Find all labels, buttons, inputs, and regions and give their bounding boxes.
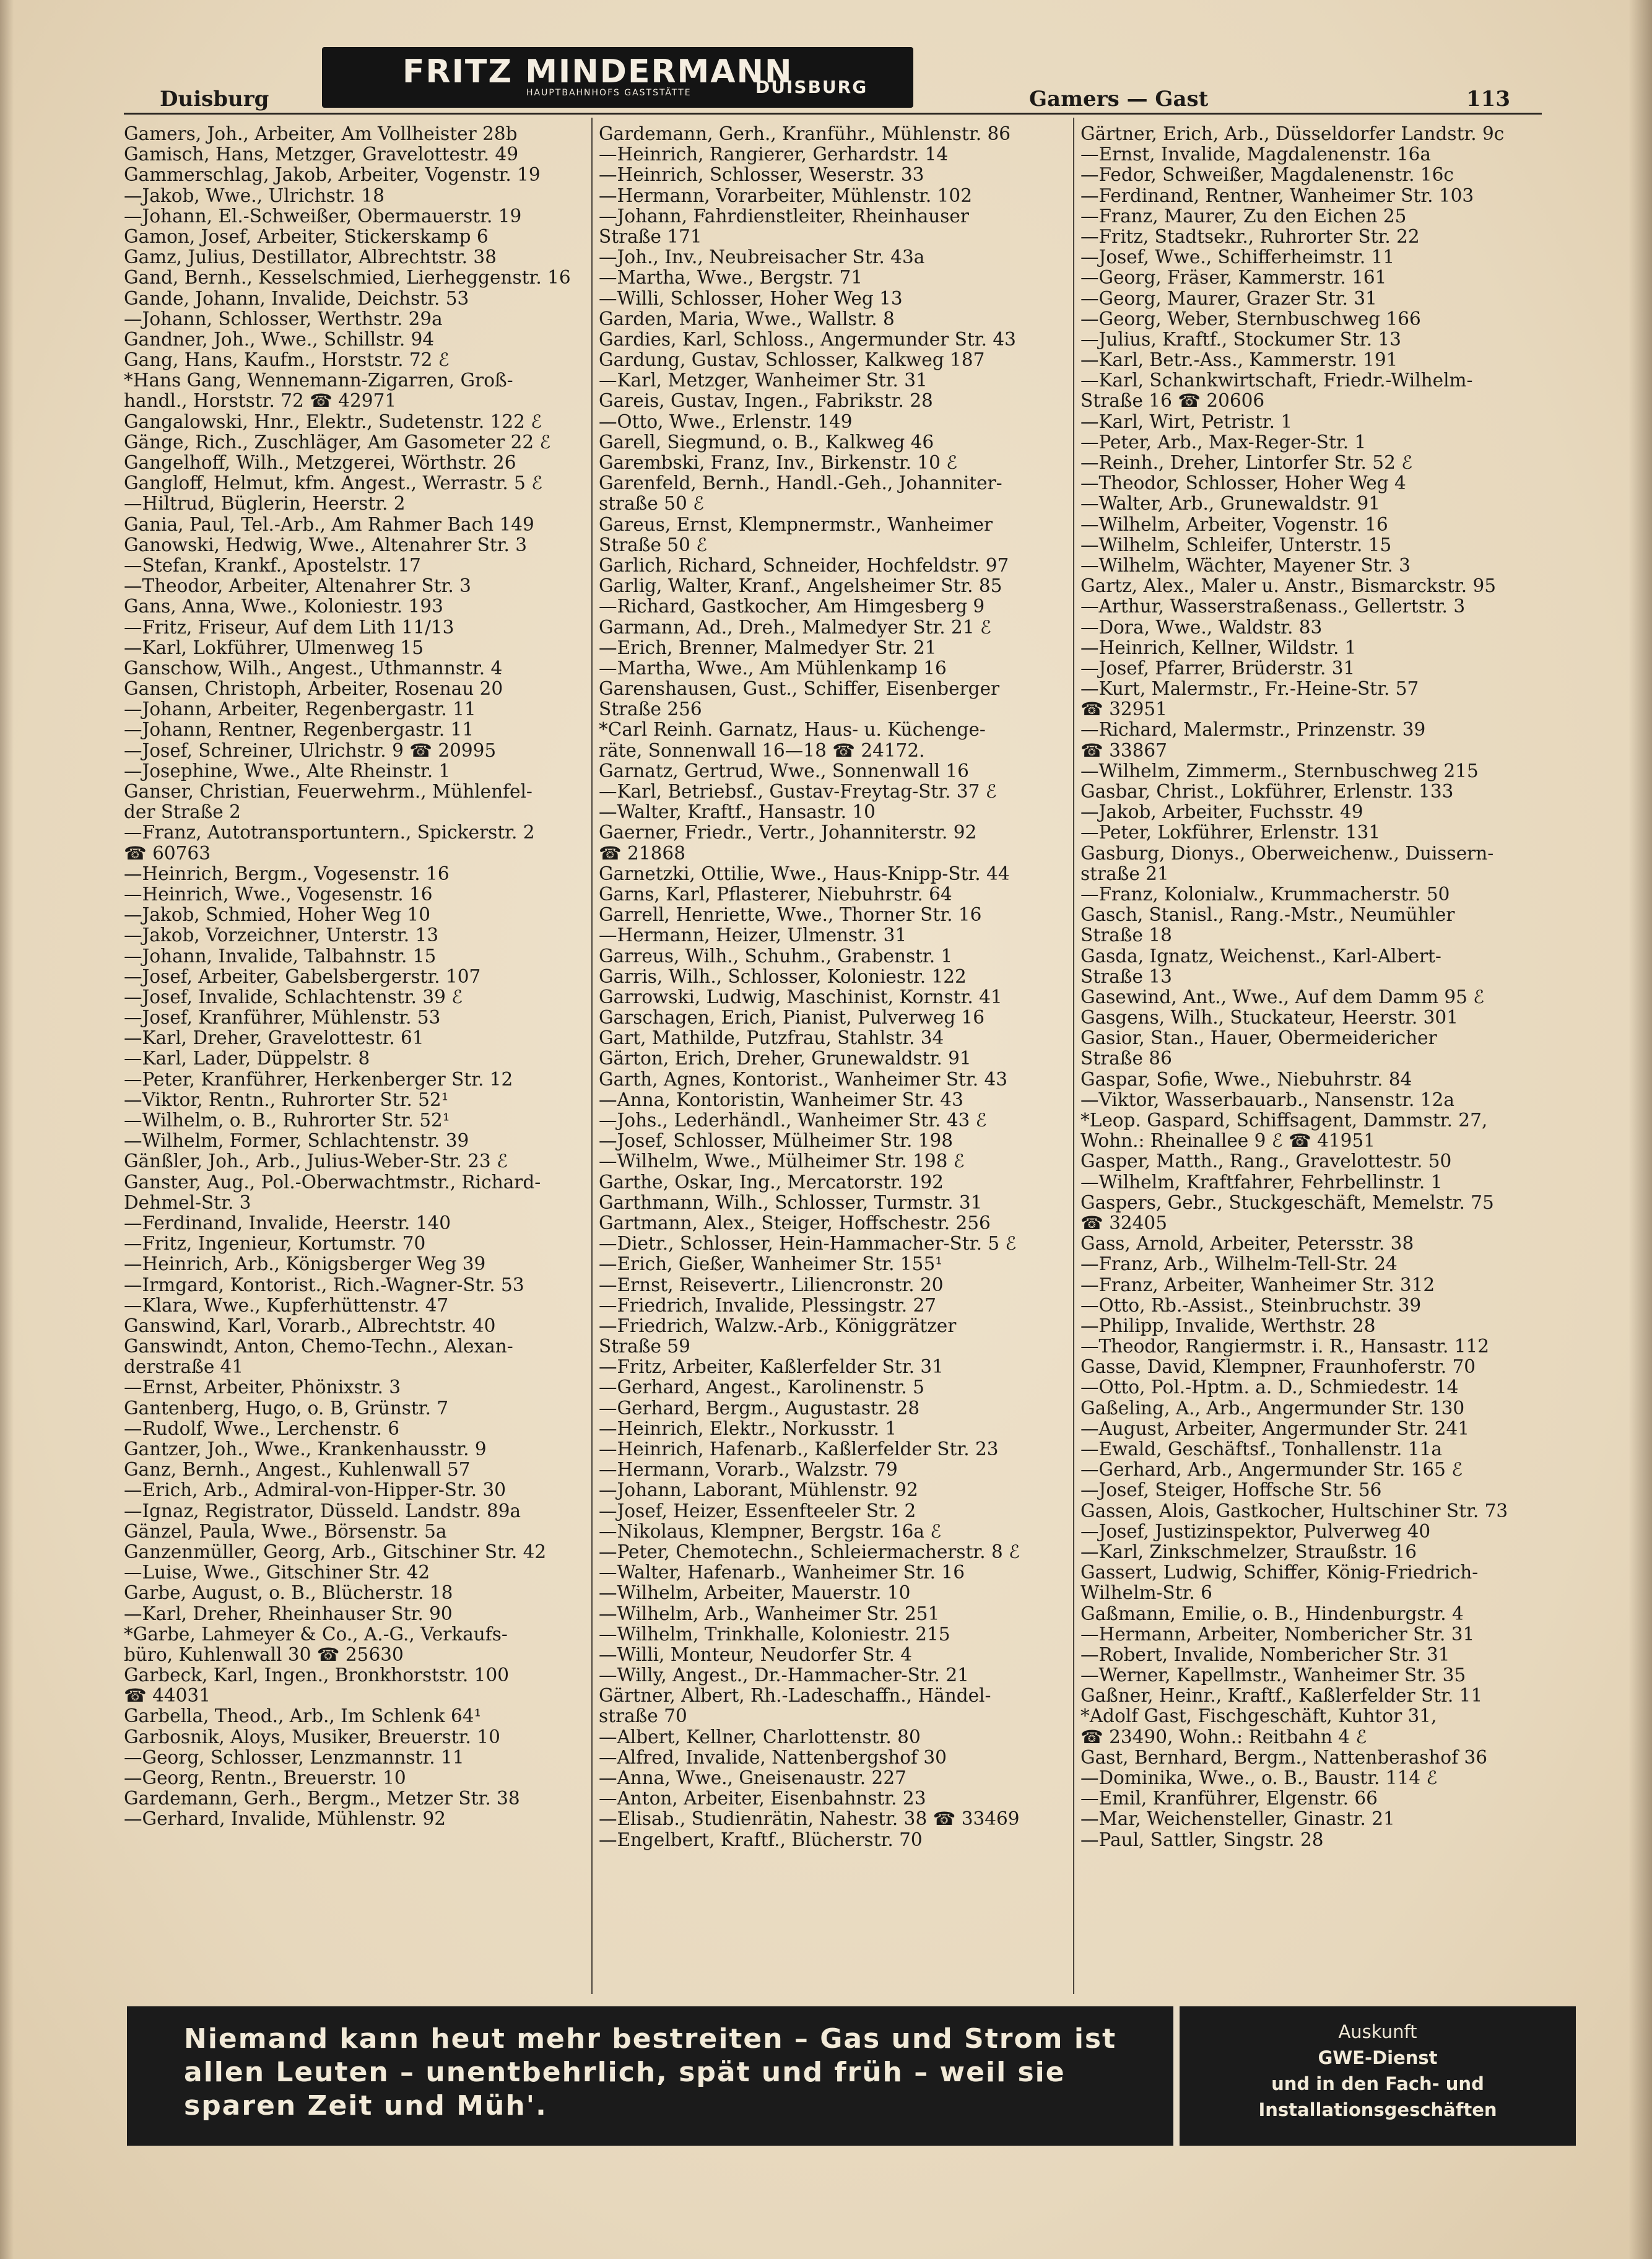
- directory-entry-line: —Wilhelm, Arbeiter, Vogenstr. 16: [1080, 514, 1388, 535]
- directory-entry-line: —Johann, Fahrdienstleiter, Rheinhauser: [599, 206, 969, 227]
- directory-entry-line: Straße 171: [599, 226, 702, 247]
- directory-entry-line: räte, Sonnenwall 16—18 ☎ 24172.: [599, 740, 925, 761]
- directory-entry-line: —Wilhelm, Zimmerm., Sternbuschweg 215: [1080, 760, 1479, 781]
- ad-info-line: Installationsgeschäften: [1258, 2099, 1497, 2120]
- directory-entry-line: ☎ 44031: [124, 1686, 211, 1707]
- page-edge-shadow: [1628, 0, 1652, 2259]
- directory-entry-line: —Luise, Wwe., Gitschiner Str. 42: [124, 1562, 430, 1583]
- directory-entry-line: —Ernst, Reisevertr., Liliencronstr. 20: [599, 1274, 944, 1295]
- directory-entry-line: —Georg, Rentn., Breuerstr. 10: [124, 1768, 406, 1788]
- directory-entry-line: Gaßmann, Emilie, o. B., Hindenburgstr. 4: [1080, 1603, 1464, 1624]
- directory-entry-line: ☎ 32951: [1080, 699, 1167, 720]
- directory-entry-line: —Fritz, Friseur, Auf dem Lith 11/13: [124, 617, 454, 638]
- directory-entry-line: —Wilhelm, Arbeiter, Mauerstr. 10: [599, 1583, 911, 1604]
- directory-entry-line: —Erich, Gießer, Wanheimer Str. 155¹: [599, 1254, 943, 1275]
- directory-entry-line: Ganschow, Wilh., Angest., Uthmannstr. 4: [124, 658, 503, 679]
- ad-info-box: [1180, 2006, 1576, 2146]
- directory-entry-line: —Nikolaus, Klempner, Bergstr. 16a ℰ: [599, 1521, 942, 1542]
- ad-divider: [1173, 2006, 1180, 2146]
- directory-entry-line: —Gerhard, Bergm., Augustastr. 28: [599, 1398, 920, 1419]
- directory-entry-line: —Walter, Arb., Grunewaldstr. 91: [1080, 494, 1381, 515]
- directory-entry-line: —Friedrich, Walzw.-Arb., Königgrätzer: [599, 1315, 957, 1336]
- directory-entry-line: Gasburg, Dionys., Oberweichenw., Duissern-: [1080, 843, 1494, 864]
- directory-entry-line: Gamisch, Hans, Metzger, Gravelottestr. 49: [124, 144, 519, 165]
- directory-entry-line: —Georg, Fräser, Kammerstr. 161: [1080, 268, 1387, 289]
- directory-entry-line: —Peter, Kranführer, Herkenberger Str. 12: [124, 1069, 513, 1090]
- directory-entry-line: *Leop. Gaspard, Schiffsagent, Dammstr. 27,: [1080, 1110, 1488, 1131]
- directory-entry-line: —Martha, Wwe., Am Mühlenkamp 16: [599, 658, 947, 679]
- directory-entry-line: —Wilhelm, o. B., Ruhrorter Str. 52¹: [124, 1110, 450, 1131]
- directory-entry-line: *Hans Gang, Wennemann-Zigarren, Groß-: [124, 370, 513, 391]
- directory-entry-line: ☎ 32405: [1080, 1212, 1167, 1234]
- directory-entry-line: —Josef, Steiger, Hoffsche Str. 56: [1080, 1480, 1382, 1501]
- directory-entry-line: —Jakob, Vorzeichner, Unterstr. 13: [124, 925, 439, 946]
- running-head-city: Duisburg: [160, 87, 269, 111]
- directory-entry-line: ☎ 60763: [124, 843, 211, 864]
- directory-entry-line: Garrell, Henriette, Wwe., Thorner Str. 16: [599, 905, 982, 926]
- directory-entry-line: —Franz, Arb., Wilhelm-Tell-Str. 24: [1080, 1254, 1398, 1275]
- directory-entry-line: Straße 59: [599, 1336, 690, 1357]
- directory-entry-line: büro, Kuhlenwall 30 ☎ 25630: [124, 1644, 404, 1665]
- directory-entry-line: Gand, Bernh., Kesselschmied, Lierheggenstr. 16: [124, 268, 571, 289]
- directory-entry-line: —Fedor, Schweißer, Magdalenenstr. 16c: [1080, 165, 1454, 186]
- directory-entry-line: —Irmgard, Kontorist., Rich.-Wagner-Str. 53: [124, 1274, 524, 1295]
- directory-entry-line: Garnetzki, Ottilie, Wwe., Haus-Knipp-Str. 44: [599, 863, 1010, 884]
- directory-entry-line: Garmann, Ad., Dreh., Malmedyer Str. 21 ℰ: [599, 617, 991, 638]
- directory-entry-line: Gangloff, Helmut, kfm. Angest., Werrastr. 5 ℰ: [124, 473, 543, 494]
- directory-entry-line: *Garbe, Lahmeyer & Co., A.-G., Verkaufs-: [124, 1624, 508, 1645]
- directory-entry-line: Gärtner, Albert, Rh.-Ladeschaffn., Händel-: [599, 1686, 991, 1707]
- directory-entry-line: Gang, Hans, Kaufm., Horststr. 72 ℰ: [124, 350, 450, 371]
- directory-entry-line: —Dominika, Wwe., o. B., Baustr. 114 ℰ: [1080, 1768, 1438, 1788]
- directory-entry-line: Gass, Arnold, Arbeiter, Petersstr. 38: [1080, 1234, 1414, 1255]
- directory-entry-line: —Johann, Laborant, Mühlenstr. 92: [599, 1480, 918, 1501]
- directory-entry-line: —Arthur, Wasserstraßenass., Gellertstr. 3: [1080, 596, 1466, 617]
- directory-entry-line: Ganswindt, Anton, Chemo-Techn., Alexan-: [124, 1336, 513, 1357]
- directory-entry-line: —Otto, Rb.-Assist., Steinbruchstr. 39: [1080, 1295, 1422, 1316]
- directory-entry-line: *Adolf Gast, Fischgeschäft, Kuhtor 31,: [1080, 1706, 1437, 1727]
- directory-entry-line: Gania, Paul, Tel.-Arb., Am Rahmer Bach 149: [124, 514, 534, 535]
- directory-entry-line: ☎ 33867: [1080, 740, 1167, 761]
- directory-entry-line: Wohn.: Rheinallee 9 ℰ ☎ 41951: [1080, 1131, 1375, 1152]
- directory-entry-line: —Kurt, Malermstr., Fr.-Heine-Str. 57: [1080, 679, 1419, 700]
- directory-entry-line: —Erich, Arb., Admiral-von-Hipper-Str. 30: [124, 1480, 506, 1501]
- directory-entry-line: —Hermann, Arbeiter, Nombericher Str. 31: [1080, 1624, 1475, 1645]
- banner-city: DUISBURG: [755, 77, 868, 97]
- directory-entry-line: —Karl, Betriebsf., Gustav-Freytag-Str. 37 ℰ: [599, 781, 997, 802]
- directory-entry-line: —Willi, Monteur, Neudorfer Str. 4: [599, 1644, 913, 1665]
- directory-entry-line: Gareis, Gustav, Ingen., Fabrikstr. 28: [599, 391, 933, 412]
- directory-entry-line: —Dora, Wwe., Waldstr. 83: [1080, 617, 1323, 638]
- directory-entry-line: —Johann, El.-Schweißer, Obermauerstr. 19: [124, 206, 522, 227]
- directory-entry-line: Gasgens, Wilh., Stuckateur, Heerstr. 301: [1080, 1008, 1458, 1029]
- directory-entry-line: —Wilhelm, Arb., Wanheimer Str. 251: [599, 1603, 940, 1624]
- directory-entry-line: ☎ 23490, Wohn.: Reitbahn 4 ℰ: [1080, 1726, 1367, 1748]
- directory-entry-line: Gammerschlag, Jakob, Arbeiter, Vogenstr. 19: [124, 165, 541, 186]
- directory-entry-line: Straße 13: [1080, 966, 1172, 987]
- directory-entry-line: Gardung, Gustav, Schlosser, Kalkweg 187: [599, 350, 985, 371]
- directory-entry-line: Straße 86: [1080, 1048, 1172, 1069]
- banner-subtitle: HAUPTBAHNHOFS GASTSTÄTTE: [526, 88, 692, 98]
- directory-entry-line: —Theodor, Arbeiter, Altenahrer Str. 3: [124, 576, 471, 597]
- directory-entry-line: Straße 18: [1080, 925, 1172, 946]
- directory-entry-line: —Gerhard, Angest., Karolinenstr. 5: [599, 1377, 924, 1398]
- directory-entry-line: Garnatz, Gertrud, Wwe., Sonnenwall 16: [599, 760, 969, 781]
- directory-entry-line: —Ernst, Arbeiter, Phönixstr. 3: [124, 1377, 401, 1398]
- directory-entry-line: Gamon, Josef, Arbeiter, Stickerskamp 6: [124, 226, 489, 247]
- directory-entry-line: Ganster, Aug., Pol.-Oberwachtmstr., Richard-: [124, 1172, 541, 1193]
- directory-entry-line: —Otto, Pol.-Hptm. a. D., Schmiedestr. 14: [1080, 1377, 1459, 1398]
- directory-entry-line: Gart, Mathilde, Putzfrau, Stahlstr. 34: [599, 1028, 944, 1049]
- directory-entry-line: Gasewind, Ant., Wwe., Auf dem Damm 95 ℰ: [1080, 986, 1485, 1008]
- directory-entry-line: Garbeck, Karl, Ingen., Bronkhorststr. 100: [124, 1665, 509, 1686]
- header-ad-banner: [322, 47, 913, 108]
- directory-entry-line: —Gerhard, Arb., Angermunder Str. 165 ℰ: [1080, 1460, 1463, 1481]
- header-rule: [124, 113, 1542, 115]
- directory-entry-line: Gangelhoff, Wilh., Metzgerei, Wörthstr. 26: [124, 453, 516, 473]
- directory-entry-line: —Georg, Weber, Sternbuschweg 166: [1080, 308, 1421, 329]
- directory-column-2: [599, 124, 1066, 1850]
- directory-entry-line: —Ferdinand, Invalide, Heerstr. 140: [124, 1212, 451, 1234]
- directory-entry-line: Gaßner, Heinr., Kraftf., Kaßlerfelder Str. 11: [1080, 1686, 1483, 1707]
- directory-entry-line: —Anna, Kontoristin, Wanheimer Str. 43: [599, 1089, 963, 1110]
- directory-entry-line: —Peter, Arb., Max-Reger-Str. 1: [1080, 432, 1367, 453]
- directory-entry-line: —Paul, Sattler, Singstr. 28: [1080, 1829, 1324, 1850]
- directory-entry-line: —Otto, Wwe., Erlenstr. 149: [599, 411, 853, 432]
- directory-entry-line: —Heinrich, Schlosser, Weserstr. 33: [599, 165, 924, 186]
- directory-entry-line: Gasior, Stan., Hauer, Obermeidericher: [1080, 1028, 1437, 1049]
- directory-entry-line: Garris, Wilh., Schlosser, Koloniestr. 122: [599, 966, 967, 987]
- directory-entry-line: —Karl, Zinkschmelzer, Straußstr. 16: [1080, 1541, 1417, 1562]
- directory-entry-line: —Hermann, Vorarb., Walzstr. 79: [599, 1460, 898, 1481]
- directory-entry-line: —Franz, Kolonialw., Krummacherstr. 50: [1080, 884, 1450, 905]
- directory-entry-line: —Walter, Hafenarb., Wanheimer Str. 16: [599, 1562, 965, 1583]
- directory-entry-line: —Wilhelm, Trinkhalle, Koloniestr. 215: [599, 1624, 950, 1645]
- directory-entry-line: Gasch, Stanisl., Rang.-Mstr., Neumühler: [1080, 905, 1455, 926]
- directory-entry-line: Ganowski, Hedwig, Wwe., Altenahrer Str. 3: [124, 534, 528, 555]
- directory-entry-line: —Martha, Wwe., Bergstr. 71: [599, 268, 863, 289]
- directory-entry-line: —Fritz, Stadtsekr., Ruhrorter Str. 22: [1080, 226, 1420, 247]
- directory-entry-line: —Gerhard, Invalide, Mühlenstr. 92: [124, 1809, 446, 1830]
- directory-entry-line: —Ernst, Invalide, Magdalenenstr. 16a: [1080, 144, 1431, 165]
- directory-entry-line: Gandner, Joh., Wwe., Schillstr. 94: [124, 329, 435, 350]
- directory-entry-line: Garell, Siegmund, o. B., Kalkweg 46: [599, 432, 934, 453]
- directory-entry-line: —Alfred, Invalide, Nattenbergshof 30: [599, 1747, 947, 1768]
- directory-entry-line: —Joh., Inv., Neubreisacher Str. 43a: [599, 247, 925, 268]
- ad-slogan-line: allen Leuten – unentbehrlich, spät und früh – weil sie: [184, 2057, 1066, 2088]
- directory-entry-line: Garthmann, Wilh., Schlosser, Turmstr. 31: [599, 1192, 983, 1213]
- directory-entry-line: —Franz, Autotransportuntern., Spickerstr. 2: [124, 822, 535, 843]
- directory-entry-line: Gansen, Christoph, Arbeiter, Rosenau 20: [124, 679, 503, 700]
- directory-entry-line: —Peter, Lokführer, Erlenstr. 131: [1080, 822, 1381, 843]
- directory-entry-line: —Friedrich, Invalide, Plessingstr. 27: [599, 1295, 937, 1316]
- directory-entry-line: Straße 256: [599, 699, 702, 720]
- directory-entry-line: *Carl Reinh. Garnatz, Haus- u. Küchenge-: [599, 720, 986, 741]
- directory-entry-line: —Stefan, Krankf., Apostelstr. 17: [124, 555, 421, 576]
- directory-entry-line: —Heinrich, Hafenarb., Kaßlerfelder Str. 23: [599, 1439, 999, 1460]
- directory-entry-line: —Klara, Wwe., Kupferhüttenstr. 47: [124, 1295, 449, 1316]
- directory-entry-line: —Richard, Malermstr., Prinzenstr. 39: [1080, 720, 1426, 741]
- directory-entry-line: —Ferdinand, Rentner, Wanheimer Str. 103: [1080, 185, 1474, 206]
- directory-entry-line: —Franz, Maurer, Zu den Eichen 25: [1080, 206, 1407, 227]
- directory-entry-line: —Wilhelm, Former, Schlachtenstr. 39: [124, 1131, 469, 1152]
- directory-entry-line: Gänzel, Paula, Wwe., Börsenstr. 5a: [124, 1521, 447, 1542]
- directory-entry-line: Gasbar, Christ., Lokführer, Erlenstr. 133: [1080, 781, 1454, 802]
- directory-entry-line: Gardemann, Gerh., Bergm., Metzer Str. 38: [124, 1788, 520, 1809]
- directory-entry-line: Gaßeling, A., Arb., Angermunder Str. 130: [1080, 1398, 1465, 1419]
- directory-entry-line: Gänßler, Joh., Arb., Julius-Weber-Str. 23 ℰ: [124, 1151, 508, 1172]
- directory-entry-line: Garembski, Franz, Inv., Birkenstr. 10 ℰ: [599, 453, 958, 473]
- directory-column-3: [1080, 124, 1542, 1850]
- directory-entry-line: Garreus, Wilh., Schuhm., Grabenstr. 1: [599, 946, 953, 967]
- directory-entry-line: Gaspar, Sofie, Wwe., Niebuhrstr. 84: [1080, 1069, 1412, 1090]
- directory-entry-line: Straße 50 ℰ: [599, 534, 708, 555]
- directory-entry-line: Gassen, Alois, Gastkocher, Hultschiner Str. 73: [1080, 1500, 1508, 1521]
- directory-entry-line: —Dietr., Schlosser, Hein-Hammacher-Str. 5 ℰ: [599, 1234, 1017, 1255]
- directory-entry-line: —Hiltrud, Büglerin, Heerstr. 2: [124, 494, 406, 515]
- directory-entry-line: Gareus, Ernst, Klempnermstr., Wanheimer: [599, 514, 993, 535]
- directory-entry-line: Gast, Bernhard, Bergm., Nattenberashof 36: [1080, 1747, 1488, 1768]
- directory-entry-line: Gans, Anna, Wwe., Koloniestr. 193: [124, 596, 443, 617]
- directory-entry-line: Gardies, Karl, Schloss., Angermunder Str. 43: [599, 329, 1016, 350]
- directory-entry-line: —Josef, Kranführer, Mühlenstr. 53: [124, 1008, 441, 1029]
- directory-entry-line: —Anton, Arbeiter, Eisenbahnstr. 23: [599, 1788, 926, 1809]
- directory-entry-line: Ganz, Bernh., Angest., Kuhlenwall 57: [124, 1460, 471, 1481]
- directory-entry-line: —Karl, Dreher, Gravelottestr. 61: [124, 1028, 424, 1049]
- directory-entry-line: —Willy, Angest., Dr.-Hammacher-Str. 21: [599, 1665, 969, 1686]
- directory-entry-line: —Engelbert, Kraftf., Blücherstr. 70: [599, 1829, 923, 1850]
- directory-entry-line: —Karl, Metzger, Wanheimer Str. 31: [599, 370, 928, 391]
- directory-entry-line: —Jakob, Schmied, Hoher Weg 10: [124, 905, 431, 926]
- directory-entry-line: Garbella, Theod., Arb., Im Schlenk 64¹: [124, 1706, 482, 1727]
- directory-entry-line: Gasda, Ignatz, Weichenst., Karl-Albert-: [1080, 946, 1441, 967]
- directory-entry-line: Gartmann, Alex., Steiger, Hoffschestr. 256: [599, 1212, 991, 1234]
- directory-entry-line: —Rudolf, Wwe., Lerchenstr. 6: [124, 1418, 400, 1439]
- directory-entry-line: —Georg, Schlosser, Lenzmannstr. 11: [124, 1747, 464, 1768]
- directory-entry-line: Ganser, Christian, Feuerwehrm., Mühlenfel-: [124, 781, 533, 802]
- directory-entry-line: Ganzenmüller, Georg, Arb., Gitschiner Str. 42: [124, 1541, 547, 1562]
- ad-info-line: und in den Fach- und: [1271, 2073, 1484, 2094]
- ad-info-line: Auskunft: [1338, 2021, 1417, 2042]
- directory-entry-line: —Reinh., Dreher, Lintorfer Str. 52 ℰ: [1080, 453, 1413, 473]
- directory-entry-line: straße 70: [599, 1706, 687, 1727]
- directory-entry-line: —Theodor, Schlosser, Hoher Weg 4: [1080, 473, 1406, 494]
- directory-entry-line: handl., Horststr. 72 ☎ 42971: [124, 391, 397, 412]
- column-divider: [591, 118, 593, 1994]
- page-number: 113: [1466, 87, 1510, 111]
- directory-entry-line: —Johs., Lederhändl., Wanheimer Str. 43 ℰ: [599, 1110, 987, 1131]
- footer-advertisement: [127, 2006, 1576, 2146]
- ad-slogan: [184, 2022, 1237, 2123]
- directory-entry-line: —Wilhelm, Kraftfahrer, Fehrbellinstr. 1: [1080, 1172, 1443, 1193]
- directory-column-1: [124, 124, 582, 1830]
- directory-entry-line: —Johann, Arbeiter, Regenbergastr. 11: [124, 699, 476, 720]
- directory-entry-line: —Wilhelm, Wwe., Mülheimer Str. 198 ℰ: [599, 1151, 965, 1172]
- directory-entry-line: —Peter, Chemotechn., Schleiermacherstr. 8 ℰ: [599, 1541, 1020, 1562]
- directory-entry-line: —Heinrich, Rangierer, Gerhardstr. 14: [599, 144, 949, 165]
- directory-entry-line: —Philipp, Invalide, Werthstr. 28: [1080, 1315, 1376, 1336]
- directory-entry-line: Garlig, Walter, Kranf., Angelsheimer Str. 85: [599, 576, 1002, 597]
- directory-entry-line: —Mar, Weichensteller, Ginastr. 21: [1080, 1809, 1395, 1830]
- directory-entry-line: —Josef, Wwe., Schifferheimstr. 11: [1080, 247, 1395, 268]
- directory-entry-line: derstraße 41: [124, 1357, 244, 1378]
- directory-entry-line: Gärton, Erich, Dreher, Grunewaldstr. 91: [599, 1048, 972, 1069]
- directory-entry-line: —August, Arbeiter, Angermunder Str. 241: [1080, 1418, 1470, 1439]
- directory-entry-line: —Josef, Schreiner, Ulrichstr. 9 ☎ 20995: [124, 740, 497, 761]
- directory-entry-line: —Heinrich, Bergm., Vogesenstr. 16: [124, 863, 450, 884]
- directory-entry-line: —Fritz, Ingenieur, Kortumstr. 70: [124, 1234, 426, 1255]
- directory-entry-line: —Anna, Wwe., Gneisenaustr. 227: [599, 1768, 906, 1788]
- directory-entry-line: —Theodor, Rangiermstr. i. R., Hansastr. 112: [1080, 1336, 1490, 1357]
- ad-slogan-line: Niemand kann heut mehr bestreiten – Gas und Strom ist: [184, 2023, 1117, 2055]
- directory-entry-line: —Josef, Justizinspektor, Pulverweg 40: [1080, 1521, 1431, 1542]
- directory-entry-line: Gantenberg, Hugo, o. B, Grünstr. 7: [124, 1398, 449, 1419]
- directory-entry-line: —Josef, Schlosser, Mülheimer Str. 198: [599, 1131, 954, 1152]
- directory-entry-line: —Johann, Rentner, Regenbergastr. 11: [124, 720, 474, 741]
- column-divider: [1073, 118, 1074, 1994]
- directory-entry-line: Gande, Johann, Invalide, Deichstr. 53: [124, 288, 469, 309]
- directory-entry-line: straße 21: [1080, 863, 1169, 884]
- directory-entry-line: Gartz, Alex., Maler u. Anstr., Bismarckstr. 95: [1080, 576, 1497, 597]
- directory-entry-line: —Josef, Heizer, Essenfteeler Str. 2: [599, 1500, 916, 1521]
- directory-entry-line: Gasse, David, Klempner, Fraunhoferstr. 70: [1080, 1357, 1476, 1378]
- directory-entry-line: Garenshausen, Gust., Schiffer, Eisenberger: [599, 679, 1000, 700]
- directory-entry-line: —Wilhelm, Schleifer, Unterstr. 15: [1080, 534, 1392, 555]
- directory-entry-line: —Hermann, Vorarbeiter, Mühlenstr. 102: [599, 185, 972, 206]
- directory-entry-line: —Heinrich, Wwe., Vogesenstr. 16: [124, 884, 433, 905]
- directory-entry-line: —Fritz, Arbeiter, Kaßlerfelder Str. 31: [599, 1357, 944, 1378]
- directory-entry-line: —Jakob, Wwe., Ulrichstr. 18: [124, 185, 385, 206]
- directory-entry-line: —Elisab., Studienrätin, Nahestr. 38 ☎ 33469: [599, 1809, 1020, 1830]
- directory-entry-line: Garschagen, Erich, Pianist, Pulverweg 16: [599, 1008, 985, 1029]
- directory-entry-line: straße 50 ℰ: [599, 494, 704, 515]
- running-head-range: Gamers — Gast: [1029, 87, 1209, 111]
- directory-entry-line: —Robert, Invalide, Nombericher Str. 31: [1080, 1644, 1450, 1665]
- ad-slogan-line: sparen Zeit und Müh'.: [184, 2090, 547, 2122]
- directory-entry-line: Gantzer, Joh., Wwe., Krankenhausstr. 9: [124, 1439, 487, 1460]
- directory-entry-line: —Karl, Lokführer, Ulmenweg 15: [124, 637, 424, 658]
- directory-entry-line: —Karl, Wirt, Petristr. 1: [1080, 411, 1293, 432]
- directory-entry-line: —Albert, Kellner, Charlottenstr. 80: [599, 1726, 921, 1748]
- directory-entry-line: —Julius, Kraftf., Stockumer Str. 13: [1080, 329, 1401, 350]
- directory-entry-line: Straße 16 ☎ 20606: [1080, 391, 1265, 412]
- directory-entry-line: —Willi, Schlosser, Hoher Weg 13: [599, 288, 903, 309]
- directory-entry-line: Garlich, Richard, Schneider, Hochfeldstr. 97: [599, 555, 1009, 576]
- directory-entry-line: Garbe, August, o. B., Blücherstr. 18: [124, 1583, 453, 1604]
- directory-entry-line: Garrowski, Ludwig, Maschinist, Kornstr. 41: [599, 986, 1002, 1008]
- directory-entry-line: —Heinrich, Arb., Königsberger Weg 39: [124, 1254, 486, 1275]
- directory-entry-line: ☎ 21868: [599, 843, 685, 864]
- directory-entry-line: —Walter, Kraftf., Hansastr. 10: [599, 802, 876, 823]
- directory-entry-line: —Josef, Invalide, Schlachtenstr. 39 ℰ: [124, 986, 463, 1008]
- directory-entry-line: —Erich, Brenner, Malmedyer Str. 21: [599, 637, 937, 658]
- directory-entry-line: —Heinrich, Kellner, Wildstr. 1: [1080, 637, 1357, 658]
- directory-entry-line: —Heinrich, Elektr., Norkusstr. 1: [599, 1418, 897, 1439]
- directory-entry-line: Garden, Maria, Wwe., Wallstr. 8: [599, 308, 895, 329]
- directory-entry-line: —Josephine, Wwe., Alte Rheinstr. 1: [124, 760, 451, 781]
- directory-entry-line: —Karl, Lader, Düppelstr. 8: [124, 1048, 370, 1069]
- directory-entry-line: —Werner, Kapellmstr., Wanheimer Str. 35: [1080, 1665, 1466, 1686]
- directory-entry-line: der Straße 2: [124, 802, 241, 823]
- directory-entry-line: Gaspers, Gebr., Stuckgeschäft, Memelstr. 75: [1080, 1192, 1494, 1213]
- directory-entry-line: —Georg, Maurer, Grazer Str. 31: [1080, 288, 1377, 309]
- directory-entry-line: Garthe, Oskar, Ing., Mercatorstr. 192: [599, 1172, 944, 1193]
- directory-entry-line: Garth, Agnes, Kontorist., Wanheimer Str. 43: [599, 1069, 1008, 1090]
- directory-entry-line: —Hermann, Heizer, Ulmenstr. 31: [599, 925, 907, 946]
- directory-entry-line: Ganswind, Karl, Vorarb., Albrechtstr. 40: [124, 1315, 496, 1336]
- directory-entry-line: Gaerner, Friedr., Vertr., Johanniterstr. 92: [599, 822, 977, 843]
- directory-entry-line: Gänge, Rich., Zuschläger, Am Gasometer 22 ℰ: [124, 432, 551, 453]
- directory-entry-line: —Jakob, Arbeiter, Fuchsstr. 49: [1080, 802, 1363, 823]
- directory-entry-line: Garenfeld, Bernh., Handl.-Geh., Johanniter-: [599, 473, 1002, 494]
- binding-shadow: [0, 0, 14, 2259]
- banner-name: FRITZ MINDERMANN: [402, 53, 793, 90]
- directory-entry-line: —Karl, Dreher, Rheinhauser Str. 90: [124, 1603, 453, 1624]
- directory-entry-line: —Karl, Schankwirtschaft, Friedr.-Wilhelm-: [1080, 370, 1473, 391]
- directory-entry-line: Gasper, Matth., Rang., Gravelottestr. 50: [1080, 1151, 1452, 1172]
- ad-info-line: GWE-Dienst: [1318, 2047, 1438, 2068]
- directory-entry-line: —Ignaz, Registrator, Düsseld. Landstr. 89a: [124, 1500, 521, 1521]
- directory-entry-line: —Josef, Arbeiter, Gabelsbergerstr. 107: [124, 966, 481, 987]
- directory-entry-line: Wilhelm-Str. 6: [1080, 1583, 1212, 1604]
- directory-entry-line: —Emil, Kranführer, Elgenstr. 66: [1080, 1788, 1378, 1809]
- directory-entry-line: Gamz, Julius, Destillator, Albrechtstr. 38: [124, 247, 497, 268]
- directory-entry-line: Gamers, Joh., Arbeiter, Am Vollheister 28b: [124, 124, 518, 144]
- directory-entry-line: —Johann, Schlosser, Werthstr. 29a: [124, 308, 443, 329]
- directory-entry-line: —Karl, Betr.-Ass., Kammerstr. 191: [1080, 350, 1398, 371]
- directory-entry-line: Garns, Karl, Pflasterer, Niebuhrstr. 64: [599, 884, 952, 905]
- directory-entry-line: Garbosnik, Aloys, Musiker, Breuerstr. 10: [124, 1726, 500, 1748]
- directory-entry-line: Gangalowski, Hnr., Elektr., Sudetenstr. 122 ℰ: [124, 411, 542, 432]
- directory-entry-line: —Richard, Gastkocher, Am Himgesberg 9: [599, 596, 985, 617]
- directory-entry-line: Gassert, Ludwig, Schiffer, König-Friedrich-: [1080, 1562, 1479, 1583]
- directory-entry-line: —Viktor, Rentn., Ruhrorter Str. 52¹: [124, 1089, 449, 1110]
- directory-entry-line: Gärtner, Erich, Arb., Düsseldorfer Landstr. 9c: [1080, 124, 1505, 144]
- directory-entry-line: —Viktor, Wasserbauarb., Nansenstr. 12a: [1080, 1089, 1454, 1110]
- directory-entry-line: —Ewald, Geschäftsf., Tonhallenstr. 11a: [1080, 1439, 1442, 1460]
- directory-entry-line: —Johann, Invalide, Talbahnstr. 15: [124, 946, 437, 967]
- directory-entry-line: —Josef, Pfarrer, Brüderstr. 31: [1080, 658, 1355, 679]
- directory-entry-line: Dehmel-Str. 3: [124, 1192, 251, 1213]
- directory-entry-line: —Wilhelm, Wächter, Mayener Str. 3: [1080, 555, 1411, 576]
- directory-entry-line: Gardemann, Gerh., Kranführ., Mühlenstr. 86: [599, 124, 1011, 144]
- directory-entry-line: —Franz, Arbeiter, Wanheimer Str. 312: [1080, 1274, 1435, 1295]
